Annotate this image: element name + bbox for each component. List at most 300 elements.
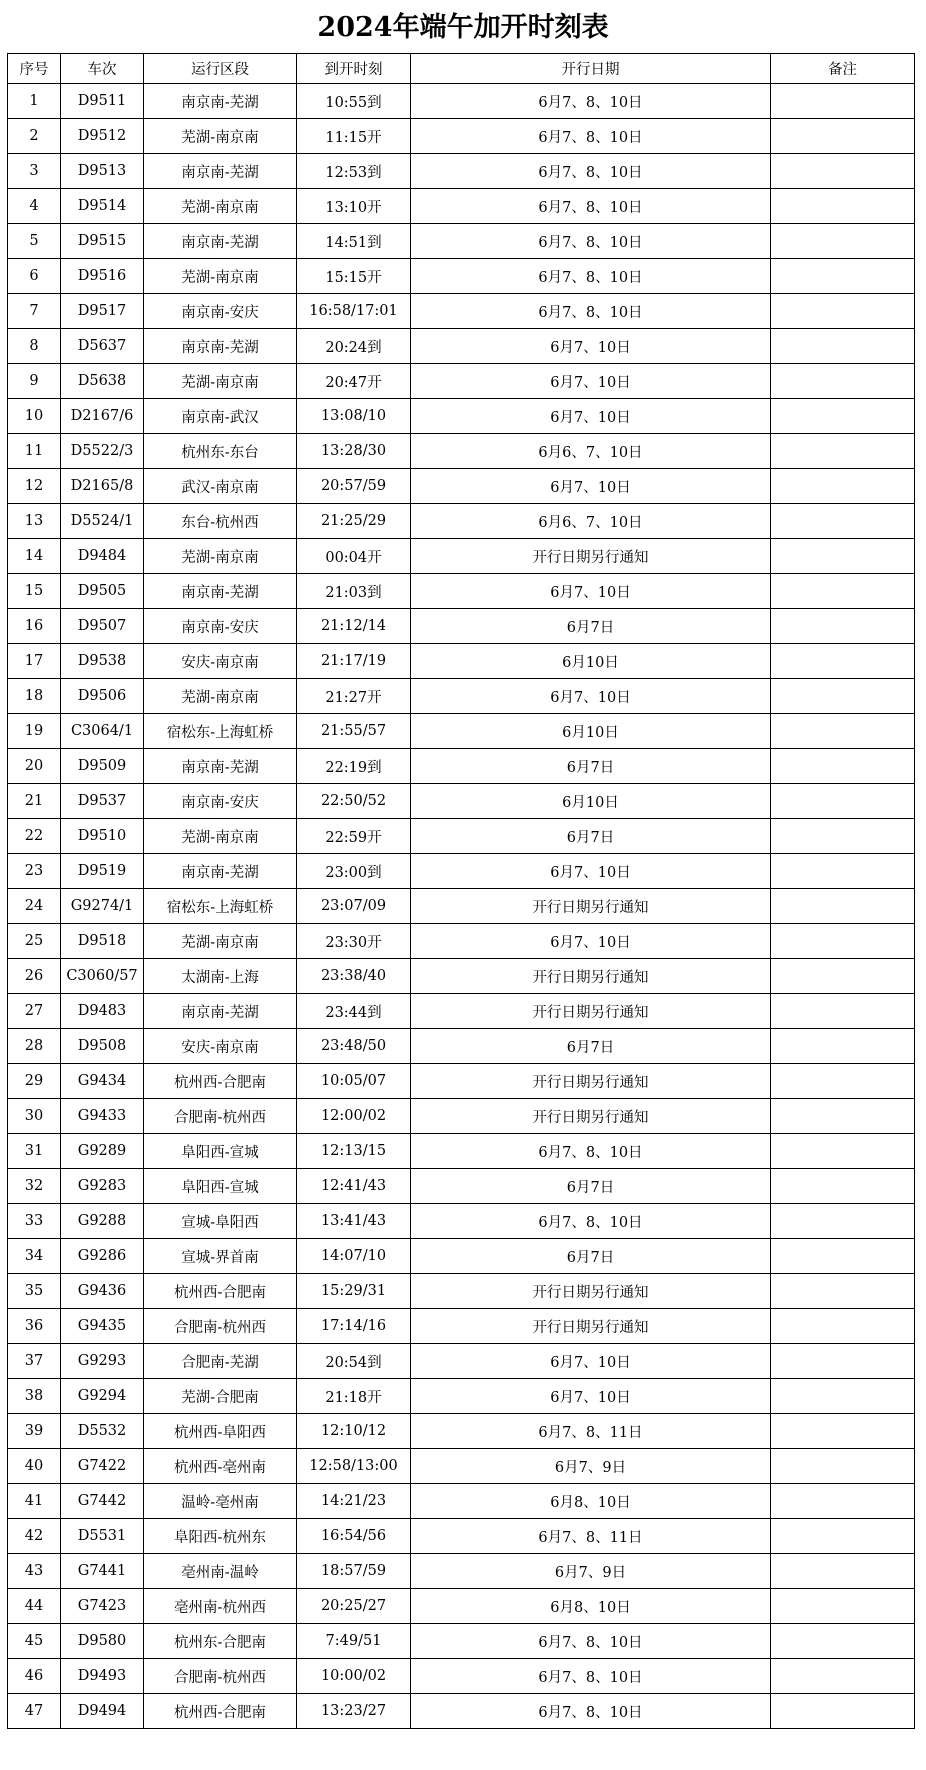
- header-train-number: 车次: [61, 54, 144, 84]
- cell-time: 20:25/27: [297, 1589, 411, 1624]
- table-row: [8, 1204, 915, 1239]
- cell-time: 13:41/43: [297, 1204, 411, 1239]
- cell-time: 21:27开: [297, 679, 411, 714]
- cell-dates: 6月7日: [411, 1169, 771, 1204]
- cell-dates: 6月6、7、10日: [411, 434, 771, 469]
- cell-index: 5: [8, 224, 61, 259]
- cell-route: 太湖南-上海: [144, 959, 297, 994]
- table-row: [8, 189, 915, 224]
- cell-index: 7: [8, 294, 61, 329]
- cell-index: 22: [8, 819, 61, 854]
- cell-train-number: G7442: [61, 1484, 144, 1519]
- cell-train-number: D9518: [61, 924, 144, 959]
- cell-remarks: [771, 1099, 915, 1134]
- cell-remarks: [771, 1239, 915, 1274]
- cell-time: 11:15开: [297, 119, 411, 154]
- cell-index: 23: [8, 854, 61, 889]
- cell-index: 43: [8, 1554, 61, 1589]
- table-row: [8, 644, 915, 679]
- cell-remarks: [771, 959, 915, 994]
- cell-dates: 6月7、10日: [411, 574, 771, 609]
- table-row: [8, 1029, 915, 1064]
- cell-train-number: C3064/1: [61, 714, 144, 749]
- cell-route: 南京南-芜湖: [144, 574, 297, 609]
- cell-remarks: [771, 1309, 915, 1344]
- cell-train-number: G9283: [61, 1169, 144, 1204]
- table-row: [8, 1099, 915, 1134]
- cell-dates: 6月7、8、10日: [411, 1659, 771, 1694]
- cell-dates: 6月8、10日: [411, 1484, 771, 1519]
- cell-index: 29: [8, 1064, 61, 1099]
- cell-train-number: D2165/8: [61, 469, 144, 504]
- table-row: [8, 1519, 915, 1554]
- cell-dates: 6月7、8、11日: [411, 1519, 771, 1554]
- cell-time: 12:41/43: [297, 1169, 411, 1204]
- header-index: 序号: [8, 54, 61, 84]
- cell-train-number: D5638: [61, 364, 144, 399]
- cell-dates: 6月7、8、10日: [411, 1134, 771, 1169]
- cell-route: 东台-杭州西: [144, 504, 297, 539]
- cell-index: 33: [8, 1204, 61, 1239]
- cell-dates: 6月7、10日: [411, 924, 771, 959]
- cell-train-number: D5637: [61, 329, 144, 364]
- cell-remarks: [771, 1379, 915, 1414]
- cell-remarks: [771, 1449, 915, 1484]
- cell-index: 16: [8, 609, 61, 644]
- cell-time: 14:51到: [297, 224, 411, 259]
- cell-index: 6: [8, 259, 61, 294]
- table-row: [8, 294, 915, 329]
- cell-route: 温岭-亳州南: [144, 1484, 297, 1519]
- cell-route: 芜湖-南京南: [144, 924, 297, 959]
- cell-remarks: [771, 609, 915, 644]
- cell-train-number: D9506: [61, 679, 144, 714]
- table-row: [8, 994, 915, 1029]
- cell-route: 芜湖-南京南: [144, 819, 297, 854]
- table-row: [8, 329, 915, 364]
- cell-time: 10:05/07: [297, 1064, 411, 1099]
- cell-route: 宿松东-上海虹桥: [144, 714, 297, 749]
- cell-index: 13: [8, 504, 61, 539]
- cell-dates: 6月7、10日: [411, 329, 771, 364]
- cell-train-number: D9483: [61, 994, 144, 1029]
- table-row: [8, 1379, 915, 1414]
- table-row: [8, 574, 915, 609]
- cell-time: 12:10/12: [297, 1414, 411, 1449]
- cell-route: 宣城-阜阳西: [144, 1204, 297, 1239]
- cell-remarks: [771, 504, 915, 539]
- cell-train-number: G9274/1: [61, 889, 144, 924]
- cell-dates: 6月10日: [411, 644, 771, 679]
- cell-time: 15:15开: [297, 259, 411, 294]
- table-row: [8, 1239, 915, 1274]
- cell-route: 合肥南-杭州西: [144, 1309, 297, 1344]
- cell-index: 1: [8, 84, 61, 119]
- cell-time: 12:00/02: [297, 1099, 411, 1134]
- cell-dates: 6月8、10日: [411, 1589, 771, 1624]
- cell-dates: 6月7、8、11日: [411, 1414, 771, 1449]
- cell-dates: 开行日期另行通知: [411, 959, 771, 994]
- cell-route: 阜阳西-杭州东: [144, 1519, 297, 1554]
- cell-route: 芜湖-南京南: [144, 119, 297, 154]
- cell-remarks: [771, 539, 915, 574]
- cell-route: 南京南-芜湖: [144, 329, 297, 364]
- cell-route: 芜湖-南京南: [144, 539, 297, 574]
- table-row: [8, 749, 915, 784]
- cell-dates: 6月7、8、10日: [411, 1624, 771, 1659]
- table-row: [8, 784, 915, 819]
- table-row: [8, 1554, 915, 1589]
- cell-index: 38: [8, 1379, 61, 1414]
- table-row: [8, 119, 915, 154]
- cell-route: 武汉-南京南: [144, 469, 297, 504]
- cell-train-number: G9289: [61, 1134, 144, 1169]
- cell-remarks: [771, 889, 915, 924]
- cell-dates: 6月7、10日: [411, 854, 771, 889]
- table-row: [8, 924, 915, 959]
- table-row: [8, 1064, 915, 1099]
- cell-route: 芜湖-合肥南: [144, 1379, 297, 1414]
- cell-route: 安庆-南京南: [144, 1029, 297, 1064]
- table-row: [8, 1659, 915, 1694]
- table-row: [8, 1589, 915, 1624]
- cell-time: 21:55/57: [297, 714, 411, 749]
- cell-index: 36: [8, 1309, 61, 1344]
- header-remarks: 备注: [771, 54, 915, 84]
- cell-dates: 6月7、10日: [411, 679, 771, 714]
- cell-time: 23:07/09: [297, 889, 411, 924]
- cell-index: 19: [8, 714, 61, 749]
- cell-time: 13:10开: [297, 189, 411, 224]
- cell-dates: 6月7日: [411, 749, 771, 784]
- cell-train-number: D9509: [61, 749, 144, 784]
- cell-train-number: D9512: [61, 119, 144, 154]
- cell-time: 21:25/29: [297, 504, 411, 539]
- cell-remarks: [771, 1344, 915, 1379]
- table-row: [8, 1169, 915, 1204]
- cell-dates: 开行日期另行通知: [411, 889, 771, 924]
- cell-remarks: [771, 749, 915, 784]
- table-row: [8, 1624, 915, 1659]
- cell-time: 12:58/13:00: [297, 1449, 411, 1484]
- cell-index: 41: [8, 1484, 61, 1519]
- table-row: [8, 1309, 915, 1344]
- cell-remarks: [771, 1554, 915, 1589]
- cell-remarks: [771, 1169, 915, 1204]
- cell-route: 南京南-芜湖: [144, 154, 297, 189]
- table-row: [8, 224, 915, 259]
- cell-dates: 6月7、10日: [411, 364, 771, 399]
- cell-remarks: [771, 1659, 915, 1694]
- cell-remarks: [771, 329, 915, 364]
- cell-train-number: G9293: [61, 1344, 144, 1379]
- cell-remarks: [771, 1694, 915, 1729]
- cell-route: 阜阳西-宣城: [144, 1134, 297, 1169]
- table-row: [8, 1449, 915, 1484]
- cell-time: 7:49/51: [297, 1624, 411, 1659]
- cell-train-number: D9517: [61, 294, 144, 329]
- cell-remarks: [771, 1134, 915, 1169]
- cell-route: 杭州东-东台: [144, 434, 297, 469]
- cell-route: 阜阳西-宣城: [144, 1169, 297, 1204]
- cell-route: 南京南-安庆: [144, 609, 297, 644]
- cell-time: 23:48/50: [297, 1029, 411, 1064]
- cell-remarks: [771, 1589, 915, 1624]
- cell-dates: 6月7、8、10日: [411, 259, 771, 294]
- cell-route: 南京南-芜湖: [144, 749, 297, 784]
- cell-time: 10:55到: [297, 84, 411, 119]
- cell-index: 39: [8, 1414, 61, 1449]
- cell-remarks: [771, 469, 915, 504]
- cell-remarks: [771, 189, 915, 224]
- cell-dates: 6月7日: [411, 609, 771, 644]
- cell-time: 12:13/15: [297, 1134, 411, 1169]
- cell-remarks: [771, 434, 915, 469]
- cell-index: 42: [8, 1519, 61, 1554]
- cell-train-number: D5522/3: [61, 434, 144, 469]
- cell-train-number: G9436: [61, 1274, 144, 1309]
- cell-dates: 6月7日: [411, 1239, 771, 1274]
- cell-dates: 6月7、8、10日: [411, 224, 771, 259]
- table-row: [8, 889, 915, 924]
- cell-remarks: [771, 1274, 915, 1309]
- cell-route: 南京南-武汉: [144, 399, 297, 434]
- table-row: [8, 714, 915, 749]
- cell-remarks: [771, 119, 915, 154]
- cell-remarks: [771, 1064, 915, 1099]
- cell-remarks: [771, 644, 915, 679]
- cell-train-number: D5531: [61, 1519, 144, 1554]
- cell-train-number: D9515: [61, 224, 144, 259]
- cell-time: 00:04开: [297, 539, 411, 574]
- cell-train-number: D9516: [61, 259, 144, 294]
- cell-remarks: [771, 364, 915, 399]
- cell-route: 芜湖-南京南: [144, 189, 297, 224]
- cell-remarks: [771, 1414, 915, 1449]
- cell-index: 26: [8, 959, 61, 994]
- cell-train-number: D9538: [61, 644, 144, 679]
- cell-time: 20:54到: [297, 1344, 411, 1379]
- cell-dates: 6月7、9日: [411, 1449, 771, 1484]
- table-row: [8, 854, 915, 889]
- cell-time: 20:24到: [297, 329, 411, 364]
- table-row: [8, 434, 915, 469]
- cell-index: 14: [8, 539, 61, 574]
- cell-remarks: [771, 1029, 915, 1064]
- table-row: [8, 609, 915, 644]
- cell-time: 14:07/10: [297, 1239, 411, 1274]
- cell-train-number: D9511: [61, 84, 144, 119]
- cell-train-number: D5532: [61, 1414, 144, 1449]
- cell-route: 杭州西-合肥南: [144, 1064, 297, 1099]
- cell-index: 44: [8, 1589, 61, 1624]
- cell-index: 17: [8, 644, 61, 679]
- cell-index: 24: [8, 889, 61, 924]
- cell-train-number: D9505: [61, 574, 144, 609]
- header-route: 运行区段: [144, 54, 297, 84]
- cell-dates: 6月7、8、10日: [411, 294, 771, 329]
- cell-index: 12: [8, 469, 61, 504]
- cell-remarks: [771, 294, 915, 329]
- table-row: [8, 154, 915, 189]
- cell-dates: 开行日期另行通知: [411, 1064, 771, 1099]
- cell-route: 安庆-南京南: [144, 644, 297, 679]
- table-row: [8, 1694, 915, 1729]
- cell-train-number: G9286: [61, 1239, 144, 1274]
- cell-index: 46: [8, 1659, 61, 1694]
- header-time: 到开时刻: [297, 54, 411, 84]
- cell-route: 南京南-安庆: [144, 294, 297, 329]
- cell-train-number: D9513: [61, 154, 144, 189]
- cell-time: 21:18开: [297, 1379, 411, 1414]
- cell-train-number: G9435: [61, 1309, 144, 1344]
- timetable-table: [7, 53, 915, 1729]
- cell-dates: 开行日期另行通知: [411, 1099, 771, 1134]
- cell-time: 23:38/40: [297, 959, 411, 994]
- cell-train-number: G7423: [61, 1589, 144, 1624]
- cell-route: 亳州南-杭州西: [144, 1589, 297, 1624]
- cell-dates: 6月7、8、10日: [411, 154, 771, 189]
- cell-train-number: D9508: [61, 1029, 144, 1064]
- cell-time: 18:57/59: [297, 1554, 411, 1589]
- cell-dates: 6月7、8、10日: [411, 1204, 771, 1239]
- cell-route: 杭州西-阜阳西: [144, 1414, 297, 1449]
- table-row: [8, 539, 915, 574]
- table-row: [8, 504, 915, 539]
- cell-dates: 6月7、8、10日: [411, 84, 771, 119]
- cell-train-number: D2167/6: [61, 399, 144, 434]
- table-row: [8, 469, 915, 504]
- cell-time: 21:03到: [297, 574, 411, 609]
- cell-dates: 6月7、8、10日: [411, 189, 771, 224]
- cell-index: 21: [8, 784, 61, 819]
- cell-index: 9: [8, 364, 61, 399]
- cell-remarks: [771, 1519, 915, 1554]
- cell-remarks: [771, 784, 915, 819]
- cell-remarks: [771, 1484, 915, 1519]
- cell-remarks: [771, 679, 915, 714]
- cell-time: 23:30开: [297, 924, 411, 959]
- cell-index: 35: [8, 1274, 61, 1309]
- cell-route: 合肥南-杭州西: [144, 1099, 297, 1134]
- cell-time: 14:21/23: [297, 1484, 411, 1519]
- cell-remarks: [771, 819, 915, 854]
- cell-index: 47: [8, 1694, 61, 1729]
- cell-time: 22:19到: [297, 749, 411, 784]
- table-row: [8, 819, 915, 854]
- cell-time: 23:00到: [297, 854, 411, 889]
- cell-route: 杭州西-合肥南: [144, 1694, 297, 1729]
- cell-train-number: G7422: [61, 1449, 144, 1484]
- cell-dates: 6月7、8、10日: [411, 1694, 771, 1729]
- cell-train-number: G9288: [61, 1204, 144, 1239]
- cell-route: 杭州东-合肥南: [144, 1624, 297, 1659]
- cell-route: 南京南-芜湖: [144, 224, 297, 259]
- cell-route: 宣城-界首南: [144, 1239, 297, 1274]
- cell-train-number: G7441: [61, 1554, 144, 1589]
- cell-dates: 6月10日: [411, 714, 771, 749]
- cell-time: 23:44到: [297, 994, 411, 1029]
- cell-time: 20:47开: [297, 364, 411, 399]
- cell-index: 11: [8, 434, 61, 469]
- cell-route: 杭州西-合肥南: [144, 1274, 297, 1309]
- cell-dates: 6月10日: [411, 784, 771, 819]
- cell-time: 13:08/10: [297, 399, 411, 434]
- cell-remarks: [771, 714, 915, 749]
- cell-route: 芜湖-南京南: [144, 259, 297, 294]
- cell-train-number: G9433: [61, 1099, 144, 1134]
- cell-train-number: C3060/57: [61, 959, 144, 994]
- cell-route: 南京南-芜湖: [144, 84, 297, 119]
- cell-index: 4: [8, 189, 61, 224]
- cell-dates: 6月7、10日: [411, 469, 771, 504]
- cell-remarks: [771, 154, 915, 189]
- cell-dates: 开行日期另行通知: [411, 1274, 771, 1309]
- cell-time: 21:17/19: [297, 644, 411, 679]
- cell-time: 10:00/02: [297, 1659, 411, 1694]
- cell-route: 南京南-芜湖: [144, 854, 297, 889]
- cell-index: 15: [8, 574, 61, 609]
- cell-time: 13:23/27: [297, 1694, 411, 1729]
- cell-train-number: D9514: [61, 189, 144, 224]
- cell-remarks: [771, 84, 915, 119]
- cell-index: 18: [8, 679, 61, 714]
- cell-time: 16:58/17:01: [297, 294, 411, 329]
- table-row: [8, 959, 915, 994]
- cell-index: 30: [8, 1099, 61, 1134]
- table-body: [8, 84, 915, 1729]
- cell-train-number: D9484: [61, 539, 144, 574]
- cell-time: 12:53到: [297, 154, 411, 189]
- cell-index: 10: [8, 399, 61, 434]
- cell-route: 合肥南-杭州西: [144, 1659, 297, 1694]
- cell-index: 40: [8, 1449, 61, 1484]
- cell-time: 15:29/31: [297, 1274, 411, 1309]
- cell-index: 31: [8, 1134, 61, 1169]
- cell-dates: 开行日期另行通知: [411, 994, 771, 1029]
- cell-dates: 开行日期另行通知: [411, 539, 771, 574]
- cell-remarks: [771, 259, 915, 294]
- cell-time: 22:50/52: [297, 784, 411, 819]
- table-row: [8, 1414, 915, 1449]
- cell-dates: 6月7、10日: [411, 1344, 771, 1379]
- cell-time: 17:14/16: [297, 1309, 411, 1344]
- cell-time: 21:12/14: [297, 609, 411, 644]
- table-row: [8, 1484, 915, 1519]
- cell-dates: 6月7、8、10日: [411, 119, 771, 154]
- cell-route: 杭州西-亳州南: [144, 1449, 297, 1484]
- cell-train-number: D9537: [61, 784, 144, 819]
- cell-index: 25: [8, 924, 61, 959]
- cell-index: 8: [8, 329, 61, 364]
- cell-index: 27: [8, 994, 61, 1029]
- cell-remarks: [771, 994, 915, 1029]
- cell-dates: 6月7、10日: [411, 1379, 771, 1414]
- table-row: [8, 364, 915, 399]
- table-row: [8, 399, 915, 434]
- cell-train-number: D9580: [61, 1624, 144, 1659]
- cell-train-number: G9434: [61, 1064, 144, 1099]
- cell-index: 37: [8, 1344, 61, 1379]
- cell-train-number: D9494: [61, 1694, 144, 1729]
- cell-dates: 6月7、10日: [411, 399, 771, 434]
- cell-time: 13:28/30: [297, 434, 411, 469]
- cell-time: 20:57/59: [297, 469, 411, 504]
- cell-index: 45: [8, 1624, 61, 1659]
- cell-index: 2: [8, 119, 61, 154]
- cell-dates: 6月7日: [411, 1029, 771, 1064]
- cell-train-number: G9294: [61, 1379, 144, 1414]
